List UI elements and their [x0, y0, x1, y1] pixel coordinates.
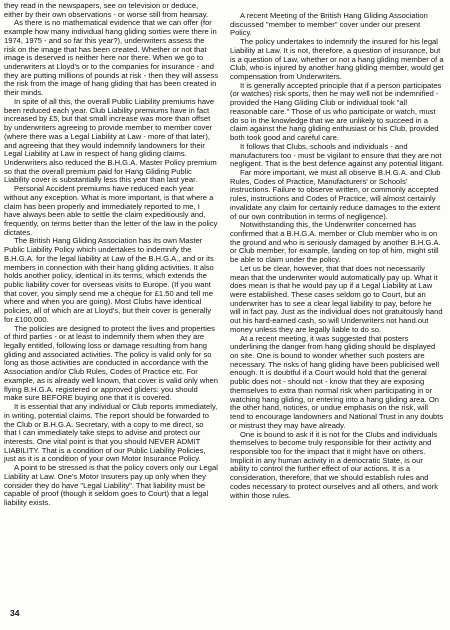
paragraph: The British Hang Gliding Association has its own Master Public Liability Policy which undertakes to indemnify the B.H.G.A. for the legal liability at Law of the B.H.G.A., and or its members in connection with their hang gliding activities. It also holds another policy, identical in its terms, which extends the public liability cover for overseas visits to Europe. (If you want that cover, you simply send me a cheque for £1.50 and tell me where and when you are going). Most Clubs have identical policies, all of which are at Lloyd's, but their cover is generally for £100,000. [4, 236, 214, 324]
paragraph: In spite of all this, the overall Public Liability premiums have been reduced each year. Club Liability premiums have in fact increased by £5, but that small increase was more than offset by underwriters agreeing to provide member to member cover (where there was a Legal Liability at Law - more of that later), and agreeing that they would indemnify landowners for their Legal Liability at Law in respect of hang gliding claims. Underwriters also reduced the B.H.G.A. Master Policy premium so that the overall premium paid for Hang Gliding Public Liability cover is substantially less this year than last year. [4, 96, 217, 185]
right-column [230, 12, 444, 500]
paragraph: It is generally accepted principle that if a person participates (or watches) risk sports, then he may well not be indemnified - provided the Hang Gliding Club or individual took "all reasonable care." Those of us who participate or watch, must do so in the knowledge that we are unlikely to succeed in a claim against the hang gliding enthusiast or his Club, provided both took good and careful care. [230, 80, 442, 143]
paragraph: Far more important, we must all observe B.H.G.A. and Club Rules, Codes of Practice, Manufacturers' or Schools' instructions. Failure to observe written, or commonly accepted rules, instructions and Codes of Practice, will almost certainly invalidate any claim for certainly reduce damages to the extent of our own contribution in terms of negligence). [230, 167, 441, 221]
paragraph: A point to be stressed is that the policy covers only our Legal Liability at Law. One's Motor Insurers pay up only when they consider they do have "Legal Liability". That liability must be capable of proof (though it seldom goes to Court) that a legal liability exists. [4, 463, 218, 507]
paragraph: As there is no mathematical evidence that we can offer (for example how many individual hang gliding sorties were there in 1974, 1975 - and so far this year?), underwriters assess the risk on the image that has been created. Whether or not that image is deserved is neither here nor there. When we go to underwriters at Lloyd's or to the companies for insurance - and they are putting millions of pounds at risk - then they will assess the risk from the image of hang gliding that has been created in their minds. [4, 18, 218, 98]
page-number: 34 [10, 608, 20, 618]
paragraph: The policy undertakes to indemnify the insured for his legal Liability at Law. It is not, therefore, a question of insurance, but is a question of Law, whether or not a hang gliding member of a Club, who is injured by another hang gliding member, would get compensation from Underwriters. [230, 37, 444, 82]
paragraph: It is essential that any individual or Club reports immediately, in writing, potential claims. The report should be forwarded to the Club or B.H.G.A. Secretary, with a copy to me direct, so that I can immediately take steps to advise and protect our interests. One vital point is that you should NEVER ADMIT LIABILITY. That is a condition of our Public Liability Policies, just as it is a condition of your own Motor Insurance Policy. [4, 402, 218, 464]
paragraph: One is bound to ask if it is not for the Clubs and individuals themselves to become truly responsible for their activity and responsible too for the impact that it might have on others. Implicit in any human activity in a democratic State, is our ability to control the further effect of our actions. It is a consideration, therefore, that we should establish rules and codes necessary to protect ourselves and all others, and work within those rules. [230, 429, 439, 500]
paragraph: The policies are designed to protect the lives and properties of third parties - or at least to indemnify them when they are legally entitled, following loss or damage resulting from hang gliding and associated activities. The policy is valid only for so long as those activities are conducted in accordance with the Association and/or Club Rules, Codes of Practice etc. For example, as is already well known, that cover is valid only when flying B.H.G.A. registered or approved gliders: you should make sure BEFORE buying one that it is covered. [4, 323, 218, 403]
paragraph: Let us be clear, however, that that does not necessarily mean that the underwriter would automatically pay up. What it does mean is that he would pay up if a Legal Liability at Law were established. These cases seldom go to Court, but an underwriter has to see a clear legal liability to pay, before he will in fact pay. Just as the individual does not gratuitously hand out his hard-earned cash, so will Underwriters not hand out money unless they are legally liable to do so. [230, 263, 443, 334]
paragraph: they read in the newspapers, see on television or deduce, either by their own observations - or worse still from hearsay. [4, 1, 209, 19]
paragraph: Notwithstanding this, the Underwriter concerned has confirmed that a B.H.G.A. member or Club member who is on the ground and who is seriously damaged by another B.H.G.A. or Club member, for example, landing on top of him, might still be able to claim under the policy. [230, 220, 441, 265]
paragraph: At a recent meeting, it was suggested that posters underlining the danger from hang gliding should be displayed on site. One is bound to wonder whether such posters are necessary. The risks of hang gliding have been publicised well enough. It is doubtful if a Court would hold that the general public does not - should not - know that they are exposing themselves to extra than normal risk when participating in or watching hang gliding, or entering into a hang gliding area. On the other hand, notices, or undue emphasis on the risk, will tend to encourage landowners and National Trust in any doubts or mistrust they may have already. [230, 333, 444, 430]
paragraph: A recent Meeting of the British Hang Gliding Association discussed "member to member" cover under our present Policy. [230, 11, 428, 38]
paragraph: It follows that Clubs, schools and individuals - and manufacturers too - must be vigilant to ensure that they are not negligent. That is the best defence against any potential litigant. [230, 141, 444, 169]
paragraph: Personal Accident premiums have reduced each year without any exception. What is more important, is that where a claim has been properly and immediately reported to me, I have always been able to settle the claim expeditiously and, frequently, on terms better than the letter of the law in the policy dictates. [4, 184, 218, 237]
left-column [4, 2, 218, 508]
